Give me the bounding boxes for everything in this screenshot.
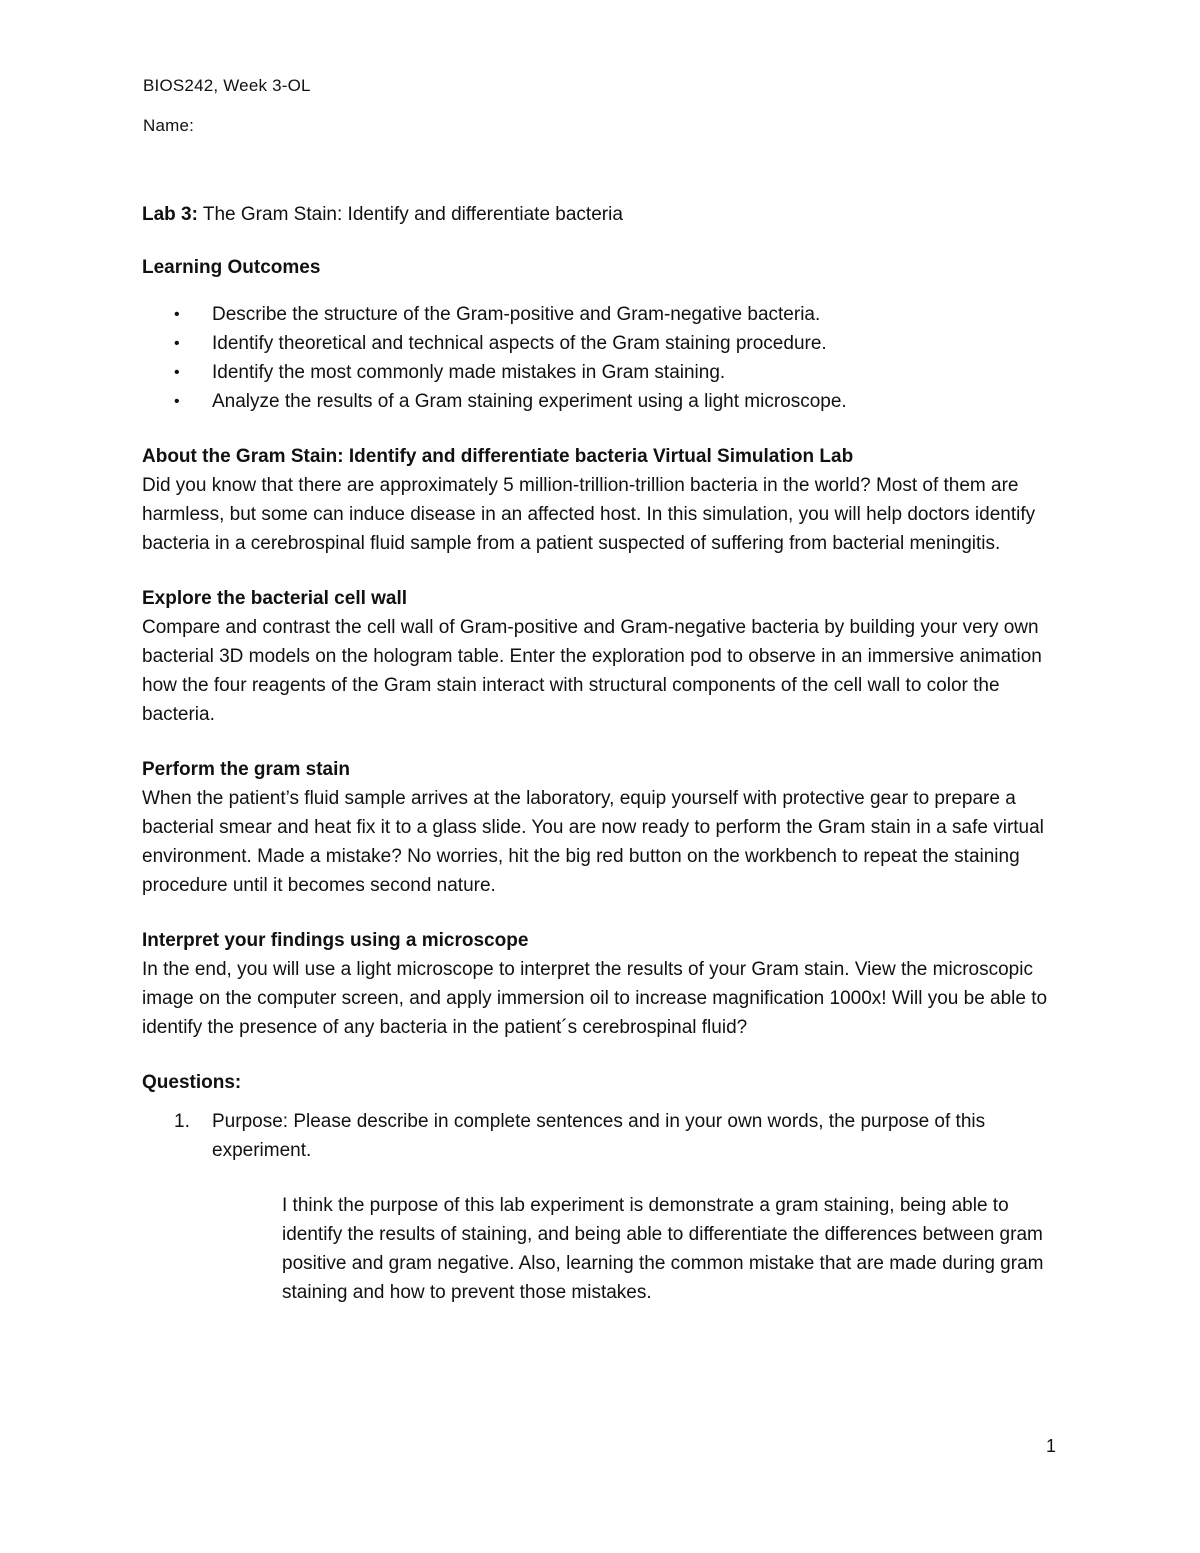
section-cell-wall [142,584,1072,729]
section-heading: Perform the gram stain [142,759,350,780]
bullet-icon: • [174,306,180,323]
outcome-text: Describe the structure of the Gram-positive and Gram-negative bacteria. [212,304,821,325]
learning-outcomes-list [142,300,1072,416]
section-gram-stain [142,755,1072,900]
section-body: When the patient’s fluid sample arrives at the laboratory, equip yourself with protective gear to prepare a bacterial smear and heat fix it to a glass slide. You are now ready to perform the Gram stain in a safe virtual environment. Made a mistake? No worries, hit the big red button on the workbench to repeat the staining procedure until it becomes second nature. [142,788,1044,896]
list-item [142,329,1072,358]
section-microscope [142,926,1072,1042]
section-body: Did you know that there are approximately 5 million-trillion-trillion bacteria in the world? Most of them are harmless, but some can induce disease in an affected host. In this simulation, you will help doctors identify bacteria in a cerebrospinal fluid sample from a patient suspected of suffering from bacterial meningitis. [142,475,1036,554]
lab-title-prefix: Lab 3: [142,204,198,225]
section-heading: About the Gram Stain: Identify and differentiate bacteria Virtual Simulation Lab [142,446,854,467]
question-text: Purpose: Please describe in complete sentences and in your own words, the purpose of this experiment. [212,1111,986,1161]
question-number: 1. [174,1111,190,1132]
outcome-text: Identify theoretical and technical aspects of the Gram staining procedure. [212,333,827,354]
course-header: BIOS242, Week 3-OL [143,76,311,95]
section-heading: Interpret your findings using a microscope [142,930,529,951]
lab-title-text: The Gram Stain: Identify and differentiate bacteria [197,204,623,225]
name-label: Name: [143,116,195,135]
outcome-text: Analyze the results of a Gram staining experiment using a light microscope. [212,391,847,412]
list-item [142,358,1072,387]
questions-list [142,1107,1072,1165]
list-item [142,387,1072,416]
bullet-icon: • [174,335,180,352]
section-about [142,442,1072,558]
question-item [142,1107,1072,1165]
list-item [142,300,1072,329]
section-body: In the end, you will use a light microscope to interpret the results of your Gram stain. View the microscopic image on the computer screen, and apply immersion oil to increase magnification 1000x! Will you be able to identify the presence of any bacteria in the patient´s cerebrospinal fluid? [142,959,1048,1038]
document-body [142,200,1072,1307]
outcome-text: Identify the most commonly made mistakes in Gram staining. [212,362,726,383]
learning-outcomes-heading: Learning Outcomes [142,257,321,278]
bullet-icon: • [174,364,180,381]
lab-title [142,200,1072,229]
section-body: Compare and contrast the cell wall of Gram-positive and Gram-negative bacteria by building your very own bacterial 3D models on the hologram table. Enter the exploration pod to observe in an immersive animation how the four reagents of the Gram stain interact with structural components of the cell wall to color the bacteria. [142,617,1042,725]
answer-text: I think the purpose of this lab experiment is demonstrate a gram staining, being able to identify the results of staining, and being able to differentiate the differences between gram positive and gram negative. Also, learning the common mistake that are made during gram staining and how to prevent those mistakes. [282,1195,1044,1303]
bullet-icon: • [174,393,180,410]
page-number: 1 [1046,1436,1057,1456]
questions-heading: Questions: [142,1072,242,1093]
section-heading: Explore the bacterial cell wall [142,588,408,609]
